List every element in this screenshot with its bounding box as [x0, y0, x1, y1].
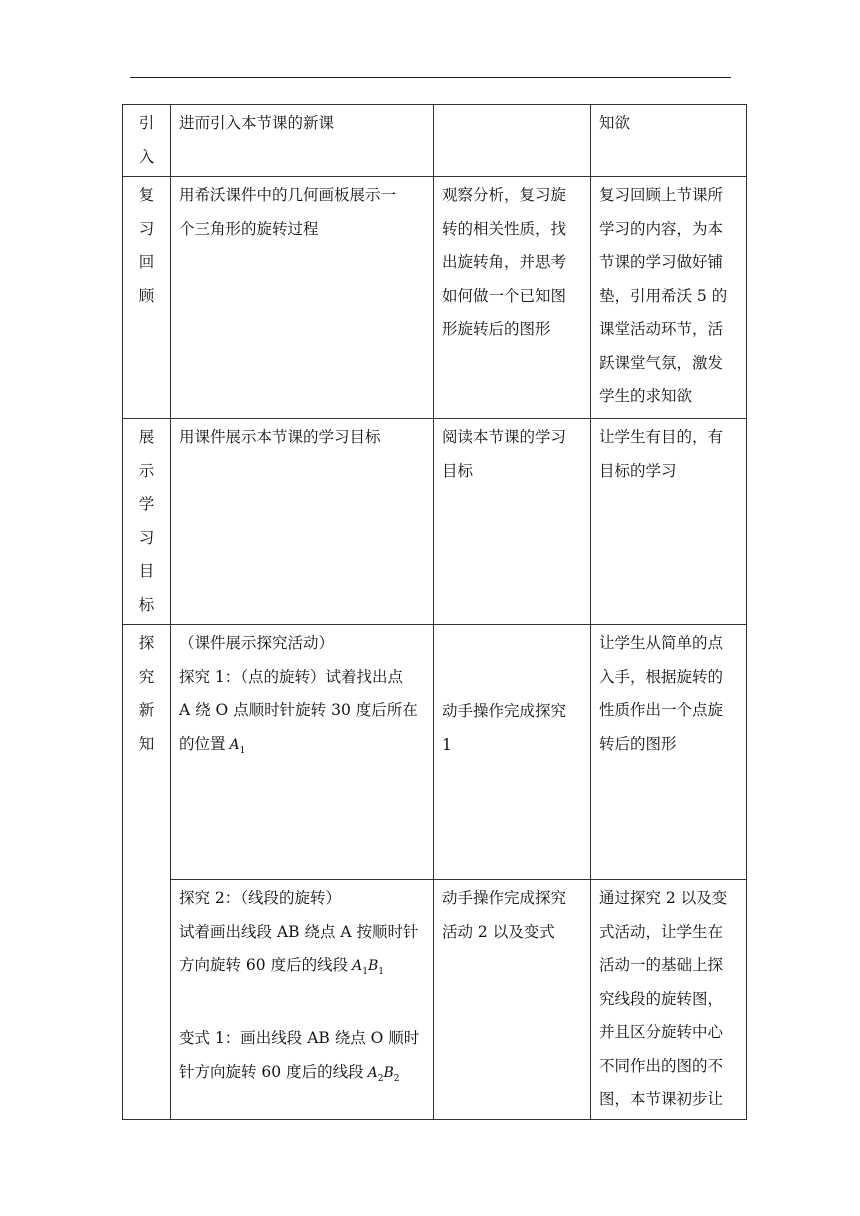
student-activity-cell [434, 880, 591, 1120]
intent-line: 活动一的基础上探 [599, 956, 724, 974]
stage-char: 引 [138, 114, 155, 132]
teacher-activity-cell [171, 880, 434, 1120]
stage-char: 入 [138, 147, 155, 166]
symbol-letter: A [352, 958, 363, 974]
teacher-line: 用课件展示本节课的学习目标 [179, 428, 381, 446]
symbol-letter: A [229, 736, 240, 753]
stage-cell [123, 419, 171, 625]
design-intent-cell [591, 625, 747, 880]
stage-cell [123, 625, 171, 1120]
variant-text: 针方向旋转 60 度后的线段 [179, 1062, 364, 1081]
symbol-subscript: 2 [393, 1073, 400, 1084]
student-line: 如何做一个已知图 [442, 286, 567, 305]
intent-line: 让学生有目的，有 [599, 428, 724, 446]
intent-line: 入手，根据旋转的 [599, 667, 724, 686]
student-activity-cell [434, 105, 591, 177]
intent-line: 跃课堂气氛，激发 [599, 353, 724, 372]
table-row [123, 625, 747, 880]
stage-char: 顾 [138, 286, 155, 305]
stage-char: 展 [138, 428, 155, 446]
student-line: 动手操作完成探究 [442, 889, 567, 907]
intent-line: 目标的学习 [599, 461, 677, 480]
intent-line: 并且区分旋转中心 [599, 1023, 724, 1041]
symbol-letter: B [383, 1064, 394, 1081]
teacher-activity-cell [171, 177, 434, 419]
intent-line: 性质作出一个点旋 [599, 701, 724, 719]
stage-char: 究 [138, 667, 155, 686]
intent-line: 垫，引用希沃 5 的 [599, 286, 728, 305]
design-intent-cell [591, 419, 747, 625]
stage-char: 探 [138, 634, 155, 652]
student-line: 1 [442, 735, 452, 754]
lesson-plan-table [122, 104, 747, 1120]
student-line: 目标 [442, 461, 474, 480]
intent-line: 让学生从简单的点 [599, 634, 724, 652]
table-row [123, 880, 747, 1120]
intent-line: 究线段的旋转图， [599, 989, 724, 1008]
teacher-text: 方向旋转 60 度后的线段 [179, 956, 349, 974]
teacher-activity-cell [171, 625, 434, 880]
symbol-subscript: 2 [377, 1073, 384, 1084]
stage-char: 回 [138, 253, 155, 271]
stage-char: 示 [138, 461, 155, 480]
teacher-line: 用希沃课件中的几何画板展示一 [179, 186, 397, 204]
intent-line: 学生的求知欲 [599, 387, 693, 405]
student-line: 活动 2 以及变式 [442, 922, 555, 941]
segment-a1b1-symbol [352, 958, 384, 977]
spacer [179, 989, 425, 1022]
intent-line: 课堂活动环节，活 [599, 320, 724, 338]
table-row [123, 177, 747, 419]
symbol-subscript: 1 [239, 745, 246, 756]
intent-line: 节课的学习做好铺 [599, 253, 724, 271]
student-line: 阅读本节课的学习 [442, 428, 567, 446]
variant-line: 变式 1：画出线段 AB 绕点 O 顺时 [179, 1029, 420, 1048]
design-intent-cell [591, 105, 747, 177]
student-line: 形旋转后的图形 [442, 320, 551, 338]
student-activity-cell [434, 625, 591, 880]
teacher-line: 探究 2：（线段的旋转） [179, 889, 342, 907]
symbol-subscript: 1 [362, 966, 368, 977]
table-row [123, 419, 747, 625]
table-row [123, 105, 747, 177]
variant-line [179, 1056, 425, 1096]
symbol-letter: A [367, 1064, 378, 1081]
teacher-line: A 绕 O 点顺时针旋转 30 度后所在 [179, 701, 418, 719]
stage-cell [123, 177, 171, 419]
teacher-line: 进而引入本节课的新课 [179, 114, 335, 132]
design-intent-cell [591, 177, 747, 419]
intent-line: 复习回顾上节课所 [599, 186, 724, 204]
intent-line: 通过探究 2 以及变 [599, 889, 728, 907]
intent-line: 不同作出的图的不 [599, 1056, 724, 1075]
teacher-activity-cell [171, 419, 434, 625]
teacher-line: 探究 1：（点的旋转）试着找出点 [179, 667, 404, 686]
design-intent-cell [591, 880, 747, 1120]
teacher-line: 试着画出线段 AB 绕点 A 按顺时针 [179, 922, 419, 941]
teacher-line [179, 949, 425, 989]
point-a1-symbol [229, 736, 246, 756]
student-activity-cell [434, 177, 591, 419]
stage-char: 知 [138, 734, 155, 753]
stage-char: 复 [138, 186, 155, 204]
stage-cell [123, 105, 171, 177]
teacher-text: 的位置 [179, 734, 226, 753]
intent-line: 式活动，让学生在 [599, 922, 724, 941]
stage-char: 习 [138, 528, 155, 547]
student-line: 出旋转角，并思考 [442, 253, 567, 271]
stage-char: 习 [138, 219, 155, 238]
student-activity-cell [434, 419, 591, 625]
symbol-subscript: 1 [378, 966, 384, 977]
teacher-line: 个三角形的旋转过程 [179, 219, 319, 238]
student-line: 转的相关性质，找 [442, 219, 567, 238]
student-line: 动手操作完成探究 [442, 702, 567, 720]
teacher-line: （课件展示探究活动） [179, 634, 335, 652]
stage-char: 新 [138, 701, 155, 719]
intent-line: 转后的图形 [599, 734, 677, 753]
intent-line: 学习的内容，为本 [599, 219, 724, 238]
stage-char: 学 [138, 495, 155, 513]
intent-line: 知欲 [599, 114, 631, 132]
segment-a2b2-symbol [367, 1064, 400, 1084]
student-line: 观察分析，复习旋 [442, 186, 567, 204]
stage-char: 标 [138, 595, 155, 614]
symbol-letter: B [367, 958, 379, 974]
intent-line: 图，本节课初步让 [599, 1090, 724, 1108]
teacher-activity-cell [171, 105, 434, 177]
stage-char: 目 [138, 562, 155, 580]
header-rule [130, 77, 731, 78]
teacher-line [179, 728, 425, 768]
